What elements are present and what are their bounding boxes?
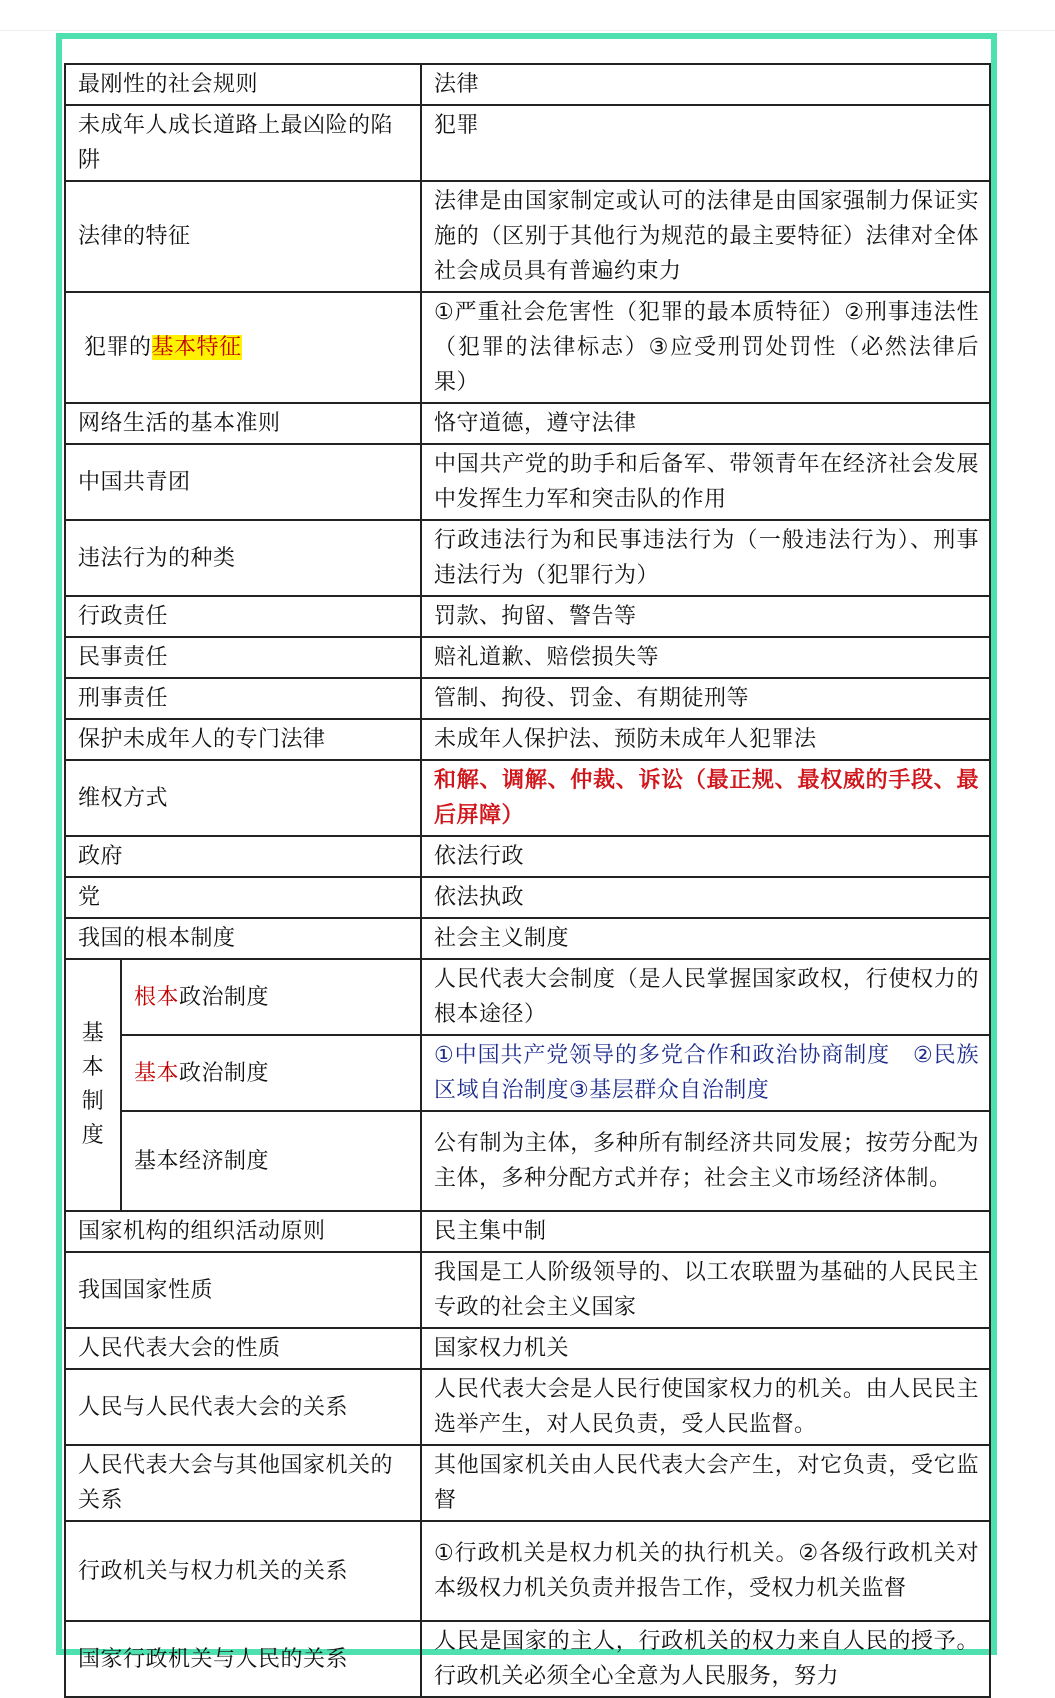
table-row [65, 403, 990, 444]
table-row [65, 959, 990, 1035]
row-term: 最刚性的社会规则 [65, 64, 421, 105]
highlight-term: 基本特征 [151, 335, 242, 360]
table-row [65, 918, 990, 959]
row-def: 法律 [421, 64, 990, 105]
row-def: 依法执政 [421, 877, 990, 918]
table-row [65, 105, 990, 181]
green-frame [56, 33, 997, 1689]
table-row [65, 1445, 990, 1521]
row-term: 民事责任 [65, 637, 421, 678]
row-term: 党 [65, 877, 421, 918]
row-def: 恪守道德，遵守法律 [421, 403, 990, 444]
table-row [65, 1521, 990, 1621]
row-term: 刑事责任 [65, 678, 421, 719]
row-def: 罚款、拘留、警告等 [421, 596, 990, 637]
row-def: ①严重社会危害性（犯罪的最本质特征）②刑事违法性（犯罪的法律标志）③应受刑罚处罚性（必然法律后果） [421, 292, 990, 403]
row-term [65, 292, 421, 403]
table-row [65, 64, 990, 105]
group-label-basic-system: 基 本 制 度 [65, 959, 121, 1211]
row-term: 人民代表大会与其他国家机关的关系 [65, 1445, 421, 1521]
term-prefix: 犯罪的 [84, 335, 152, 360]
table-row [65, 1035, 990, 1111]
row-term: 基本经济制度 [121, 1111, 421, 1211]
table-row [65, 637, 990, 678]
table-row [65, 1252, 990, 1328]
row-def: 法律是由国家制定或认可的法律是由国家强制力保证实施的（区别于其他行为规范的最主要特征）法律对全体社会成员具有普遍约束力 [421, 181, 990, 292]
table-row [65, 877, 990, 918]
row-def: 行政违法行为和民事违法行为（一般违法行为）、刑事违法行为（犯罪行为） [421, 520, 990, 596]
table-row [65, 678, 990, 719]
row-def: 社会主义制度 [421, 918, 990, 959]
row-term: 行政责任 [65, 596, 421, 637]
row-term: 中国共青团 [65, 444, 421, 520]
row-def: 人民代表大会制度（是人民掌握国家政权，行使权力的根本途径） [421, 959, 990, 1035]
row-term: 人民代表大会的性质 [65, 1328, 421, 1369]
row-term: 行政机关与权力机关的关系 [65, 1521, 421, 1621]
row-def-red: 和解、调解、仲裁、诉讼（最正规、最权威的手段、最后屏障） [421, 760, 990, 836]
row-def: 其他国家机关由人民代表大会产生，对它负责，受它监督 [421, 1445, 990, 1521]
row-def: 我国是工人阶级领导的、以工农联盟为基础的人民民主专政的社会主义国家 [421, 1252, 990, 1328]
row-def: 中国共产党的助手和后备军、带领青年在经济社会发展中发挥生力军和突击队的作用 [421, 444, 990, 520]
row-def: 依法行政 [421, 836, 990, 877]
table-row [65, 1211, 990, 1252]
row-term: 违法行为的种类 [65, 520, 421, 596]
table-row [65, 520, 990, 596]
row-def: 赔礼道歉、赔偿损失等 [421, 637, 990, 678]
table-row [65, 760, 990, 836]
table-row [65, 1111, 990, 1211]
row-term: 政府 [65, 836, 421, 877]
row-def: 未成年人保护法、预防未成年人犯罪法 [421, 719, 990, 760]
row-term: 未成年人成长道路上最凶险的陷阱 [65, 105, 421, 181]
row-def-blue: ①中国共产党领导的多党合作和政治协商制度 ②民族区域自治制度③基层群众自治制度 [421, 1035, 990, 1111]
table-row [65, 836, 990, 877]
top-divider [0, 30, 1055, 31]
row-def: ①行政机关是权力机关的执行机关。②各级行政机关对本级权力机关负责并报告工作，受权力机关监督 [421, 1521, 990, 1621]
table-row [65, 292, 990, 403]
row-def: 国家权力机关 [421, 1328, 990, 1369]
table-row [65, 1369, 990, 1445]
table-row [65, 1621, 990, 1697]
table-row [65, 181, 990, 292]
row-term: 网络生活的基本准则 [65, 403, 421, 444]
term-red-prefix: 基本 [134, 1060, 180, 1086]
table-row [65, 719, 990, 760]
table-sheet [62, 39, 991, 1689]
row-def: 民主集中制 [421, 1211, 990, 1252]
row-term: 法律的特征 [65, 181, 421, 292]
term-red-prefix: 根本 [134, 984, 180, 1010]
row-term: 国家机构的组织活动原则 [65, 1211, 421, 1252]
row-term: 维权方式 [65, 760, 421, 836]
row-term: 我国国家性质 [65, 1252, 421, 1328]
row-term [121, 1035, 421, 1111]
row-term: 保护未成年人的专门法律 [65, 719, 421, 760]
row-def: 人民是国家的主人，行政机关的权力来自人民的授予。行政机关必须全心全意为人民服务，努力 [421, 1621, 990, 1697]
row-def: 人民代表大会是人民行使国家权力的机关。由人民民主选举产生，对人民负责，受人民监督。 [421, 1369, 990, 1445]
row-def: 管制、拘役、罚金、有期徒刑等 [421, 678, 990, 719]
knowledge-table [64, 63, 991, 1698]
row-term [121, 959, 421, 1035]
term-rest: 政治制度 [179, 1060, 270, 1086]
table-row [65, 596, 990, 637]
table-row [65, 444, 990, 520]
row-term: 人民与人民代表大会的关系 [65, 1369, 421, 1445]
row-def: 公有制为主体，多种所有制经济共同发展；按劳分配为主体，多种分配方式并存；社会主义市场经济体制。 [421, 1111, 990, 1211]
row-def: 犯罪 [421, 105, 990, 181]
row-term: 国家行政机关与人民的关系 [65, 1621, 421, 1697]
table-row [65, 1328, 990, 1369]
row-term: 我国的根本制度 [65, 918, 421, 959]
term-rest: 政治制度 [179, 984, 270, 1010]
